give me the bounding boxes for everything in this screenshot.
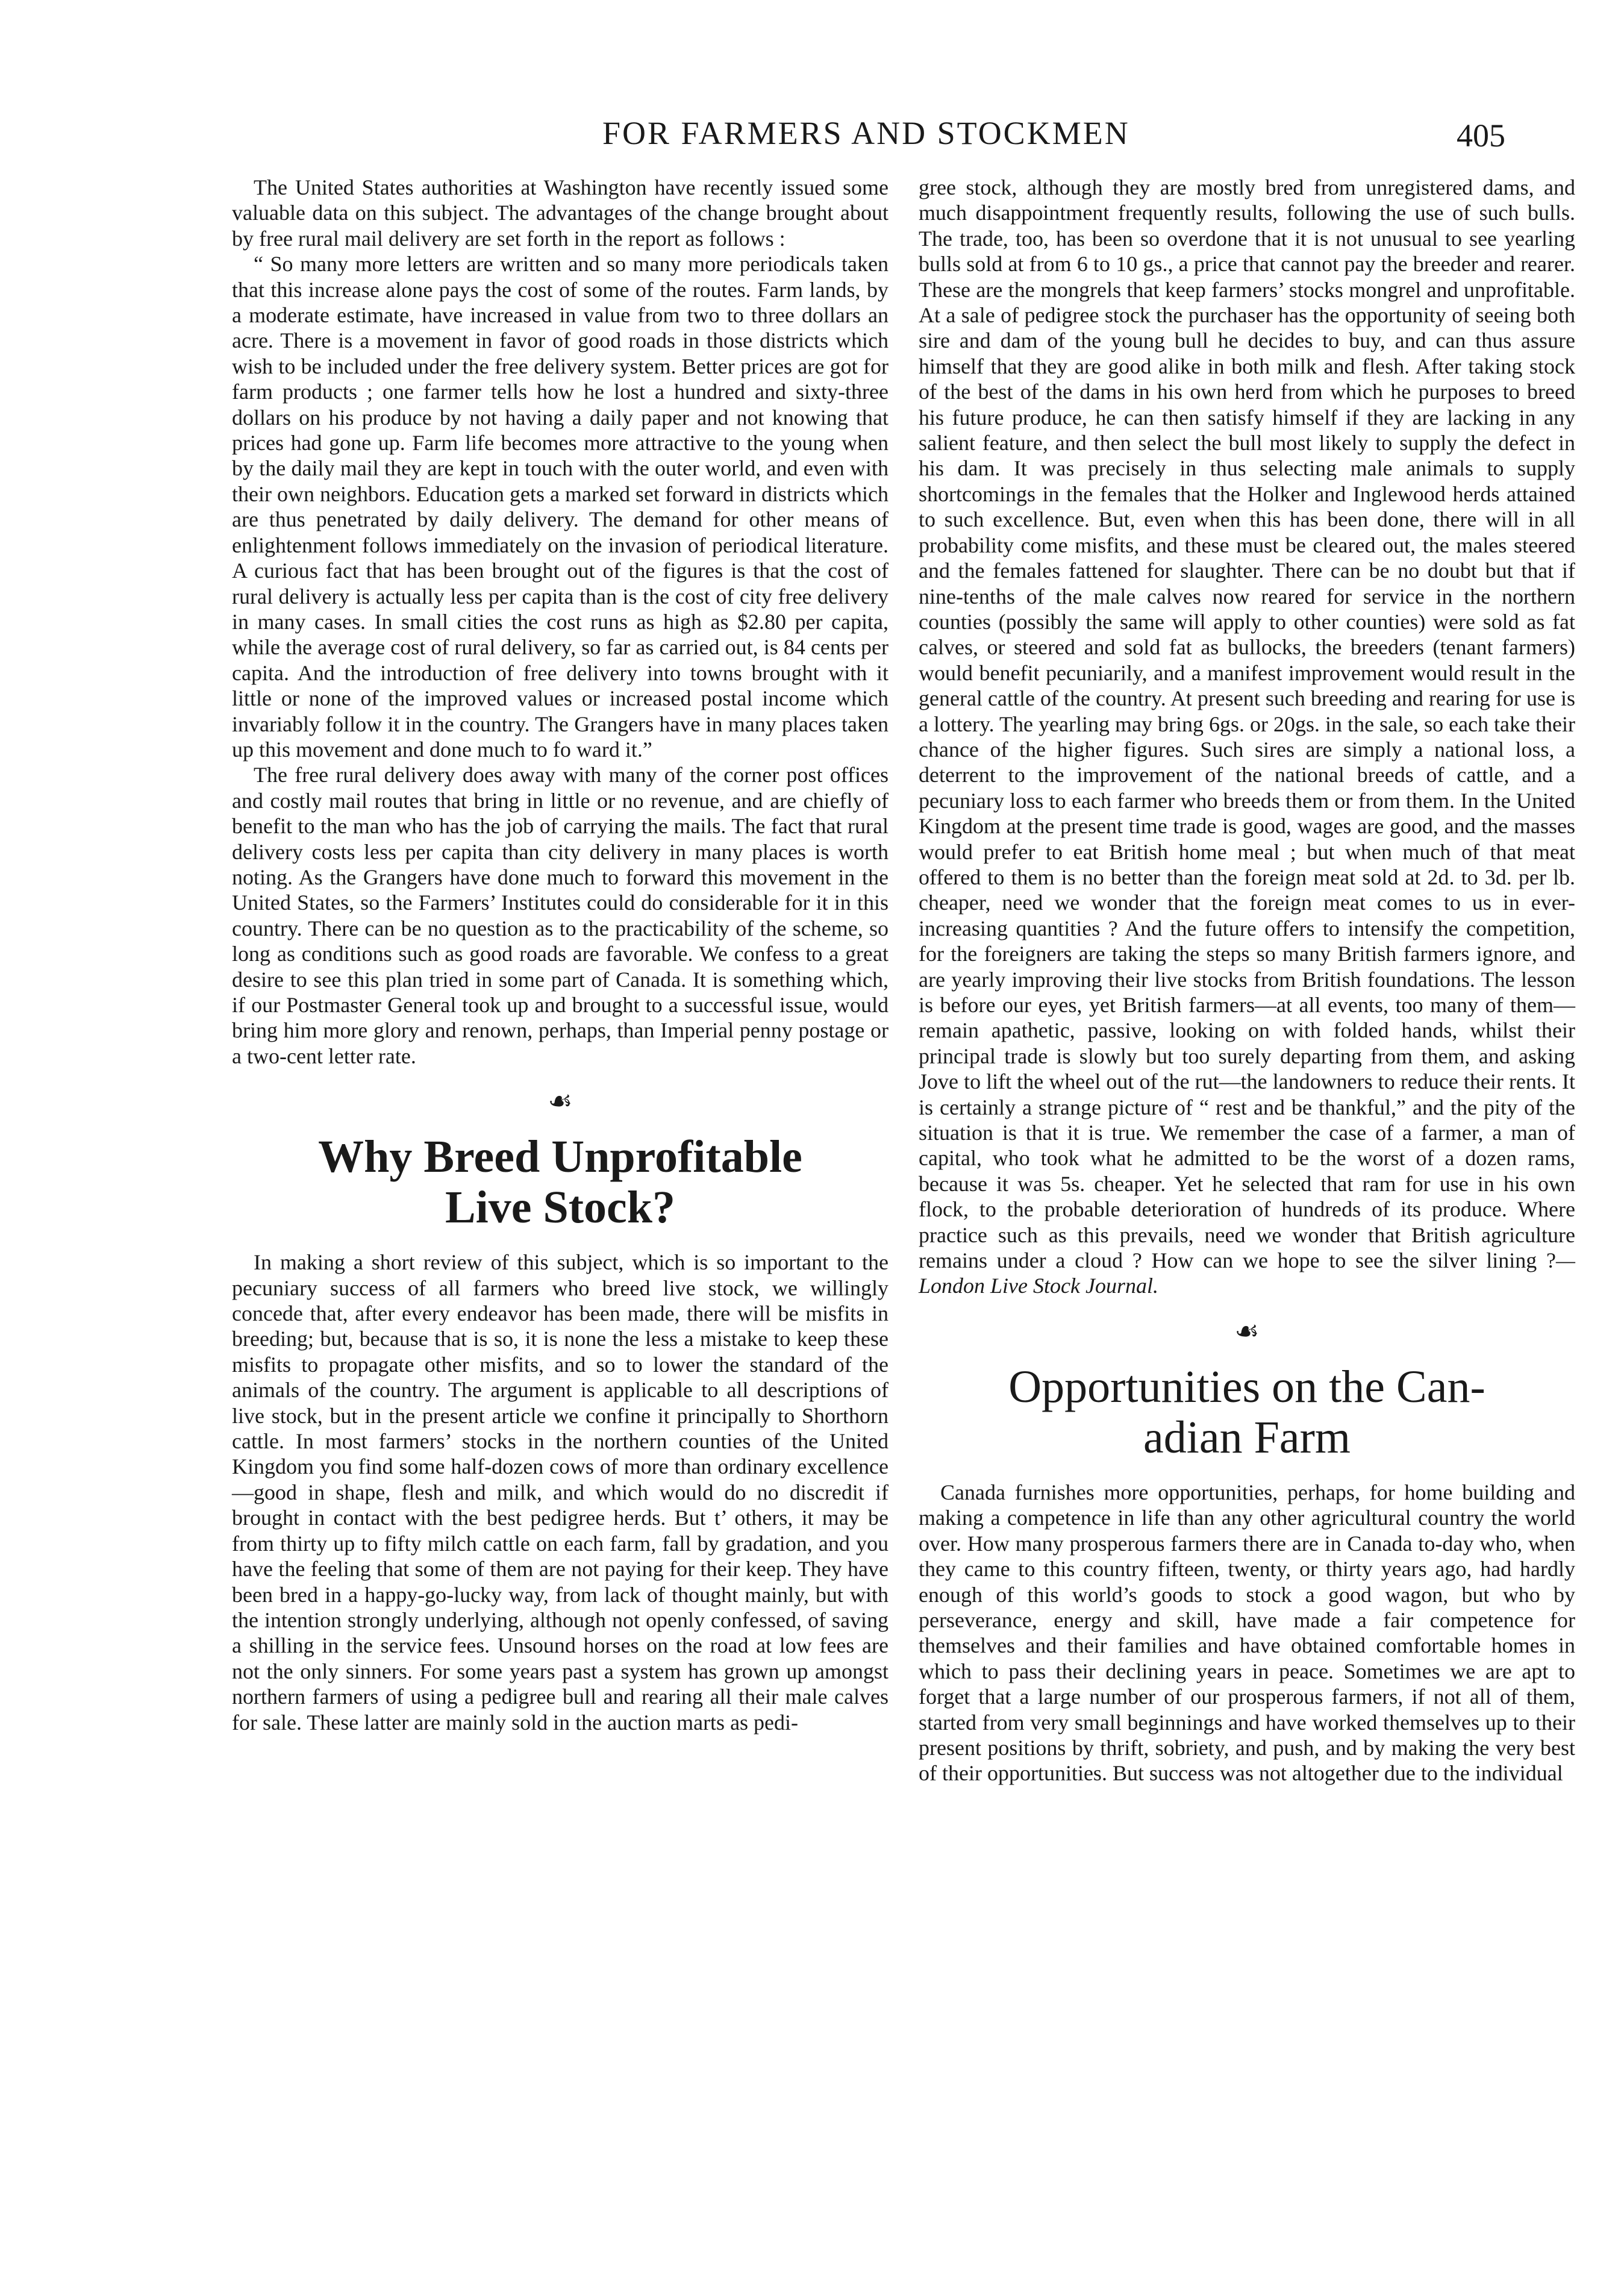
- article-unprofitable-live-stock-continued: [919, 175, 1575, 1299]
- heading-line: Opportunities on the Can-: [1008, 1361, 1485, 1412]
- heading-line: Why Breed Unprofitable: [318, 1131, 802, 1183]
- left-column: [232, 175, 889, 1735]
- source-citation: —London Live Stock Journal.: [919, 1248, 1575, 1298]
- continued-text: gree stock, although they are mostly bred from unregistered dams, and much disappointment frequently results, following the use of such bulls. The trade, too, has been so overdone that it is not unusual to see yearling bulls sold at from 6 to 10 gs., a price that cannot pay the breeder and rearer. These are the mongrels that keep farmers’ stocks mongrel and unprofitable. At a sale of pedigree stock the purchaser has the opportunity of seeing both sire and dam of the young bull he decides to buy, and can thus assure himself that they are good alike in both milk and flesh. After taking stock of the best of the dams in his own herd from which he purposes to breed his future produce, he can then satisfy himself if they are lacking in any salient feature, and then select the bull most likely to supply the defect in his dam. It was precisely in thus selecting male animals to supply shortcomings in the females that the Holker and Inglewood herds attained to such excellence. But, even when this has been done, there will in all probability come misfits, and these must be cleared out, the males steered and the females fattened for slaughter. There can be no doubt but that if nine-tenths of the male calves now reared for service in the northern counties (possibly the same will apply to other counties) were sold as fat calves, or steered and sold fat as bullocks, the breeders (tenant farmers) would benefit pecuniarily, and a manifest improvement would result in the general cattle of the country. At present such breeding and rearing for use is a lottery. The yearling may bring 6gs. or 20gs. in the sale, so each take their chance of the higher figures. Such sires are simply a national loss, a deterrent to the improvement of the national breeds of cattle, and a pecuniary loss to each farmer who breeds them or from them. In the United Kingdom at the present time trade is good, wages are good, and the masses would prefer to eat British home meal ; but when much of that meat offered to them is no better than the foreign meat sold at 2d. to 3d. per lb. cheaper, need we wonder that the foreign meat comes to us in ever-increasing quantities ? And the future offers to intensify the competition, for the foreigners are taking the steps so many British farmers ignore, and are yearly improving their live stocks from British foundations. The lesson is before our eyes, yet British farmers—at all events, too many of them—remain apathetic, passive, looking on with folded hands, whilst their principal trade is slowly but too surely departing from them, and asking Jove to lift the wheel out of the rut—the landowners to reduce their rents. It is certainly a strange picture of “ rest and be thankful,” and the pity of the situation is that it is true. We remember the case of a farmer, a man of capital, who took what he admitted to be the worst of a dozen rams, because it was 5s. cheaper. Yet he selected that ram for use in his own flock, to the probable deterioration of hundreds of its produce. Where practice such as this prevails, need we wonder that British agriculture remains under a cloud ? How can we hope to see the silver lining ?: [919, 175, 1575, 1273]
- article-heading-unprofitable-live-stock: [232, 1131, 889, 1233]
- article-unprofitable-live-stock-body: In making a short review of this subject, which is so important to the pecuniary success of all farmers who breed live stock, we willingly concede that, after every endeavor has been made, there will be misfits in breeding; but, because that is so, it is none the less a mistake to keep these misfits to propagate other misfits, and so to lower the standard of the animals of the country. The argument is applicable to all descriptions of live stock, but in the present article we confine it principally to Shorthorn cattle. In most farmers’ stocks in the northern counties of the United Kingdom you find some half-dozen cows of more than ordinary excellence—good in shape, flesh and milk, and which would do no discredit if brought in contact with the best pedigree herds. But t’ others, it may be from thirty up to fifty milch cattle on each farm, fall by gradation, and you have the feeling that some of them are not paying for their keep. They have been bred in a happy-go-lucky way, from lack of thought mainly, but with the intention strongly underlying, although not openly confessed, of saving a shilling in the service fees. Unsound horses on the road at low fees are not the only sinners. For some years past a system has grown up amongst northern farmers of using a pedigree bull and rearing all their male calves for sale. These latter are mainly sold in the auction marts as pedi-: [232, 1250, 889, 1735]
- page-number: 405: [1457, 117, 1505, 154]
- article-heading-canadian-farm: [919, 1362, 1575, 1463]
- heading-line: adian Farm: [1143, 1412, 1351, 1463]
- section-divider-ornament: ☙: [1234, 1315, 1260, 1347]
- right-column: [919, 175, 1575, 1786]
- running-title: FOR FARMERS AND STOCKMEN: [602, 115, 1130, 151]
- article-canadian-farm-body: Canada furnishes more opportunities, perhaps, for home building and making a competence in life than any other agricultural country the world over. How many prosperous farmers there are in Canada to-day who, when they came to this country fifteen, twenty, or thirty years ago, had hardly enough of this world’s goods to stock a good wagon, but who by perseverance, energy and skill, have made a fair competence for themselves and their families and have obtained comfortable homes in which to pass their declining years in peace. Sometimes we are apt to forget that a large number of our prosperous farmers, if not all of them, started from very small beginnings and have worked themselves up to their present positions by thrift, sobriety, and push, and by making the very best of their opportunities. But success was not altogether due to the individual: [919, 1480, 1575, 1786]
- article-free-delivery-quote: “ So many more letters are written and so many more periodicals taken that this increase alone pays the cost of some of the routes. Farm lands, by a moderate estimate, have increased in value from two to three dollars an acre. There is a movement in favor of good roads in those districts which wish to be included under the free delivery system. Better prices are got for farm products ; one farmer tells how he lost a hundred and sixty-three dollars on his produce by not having a daily paper and not knowing that prices had gone up. Farm life becomes more attractive to the young when by the daily mail they are kept in touch with the outer world, and even with their own neighbors. Education gets a marked set forward in districts which are thus penetrated by daily delivery. The demand for other means of enlightenment follows immediately on the invasion of periodical literature. A curious fact that has been brought out of the figures is that the cost of rural delivery is actually less per capita than is the cost of city free delivery in many cases. In small cities the cost runs as high as $2.80 per capita, while the average cost of rural delivery, so far as carried out, is 84 cents per capita. And the introduction of free delivery into towns brought with it little or none of the improved values or increased postal income which invariably follow it in the country. The Grangers have in many places taken up this movement and done much to fo ward it.”: [232, 252, 889, 762]
- heading-line: Live Stock?: [445, 1182, 676, 1233]
- article-free-delivery-intro: The United States authorities at Washington have recently issued some valuable data on this subject. The advantages of the change brought about by free rural mail delivery are set forth in the report as follows :: [232, 175, 889, 251]
- section-divider-ornament: ☙: [548, 1086, 573, 1117]
- article-free-delivery-conclusion: The free rural delivery does away with many of the corner post offices and costly mail routes that bring in little or no revenue, and are chiefly of benefit to the man who has the job of carrying the mails. The fact that rural delivery costs less per capita than city delivery in many places is worth noting. As the Grangers have done much to forward this movement in the United States, so the Farmers’ Institutes could do considerable for it in this country. There can be no question as to the practicability of the scheme, so long as conditions such as good roads are favorable. We confess to a great desire to see this plan tried in some part of Canada. It is something which, if our Postmaster General took up and brought to a successful issue, would bring him more glory and renown, perhaps, than Imperial penny postage or a two-cent letter rate.: [232, 763, 889, 1068]
- page-header: [0, 114, 1624, 169]
